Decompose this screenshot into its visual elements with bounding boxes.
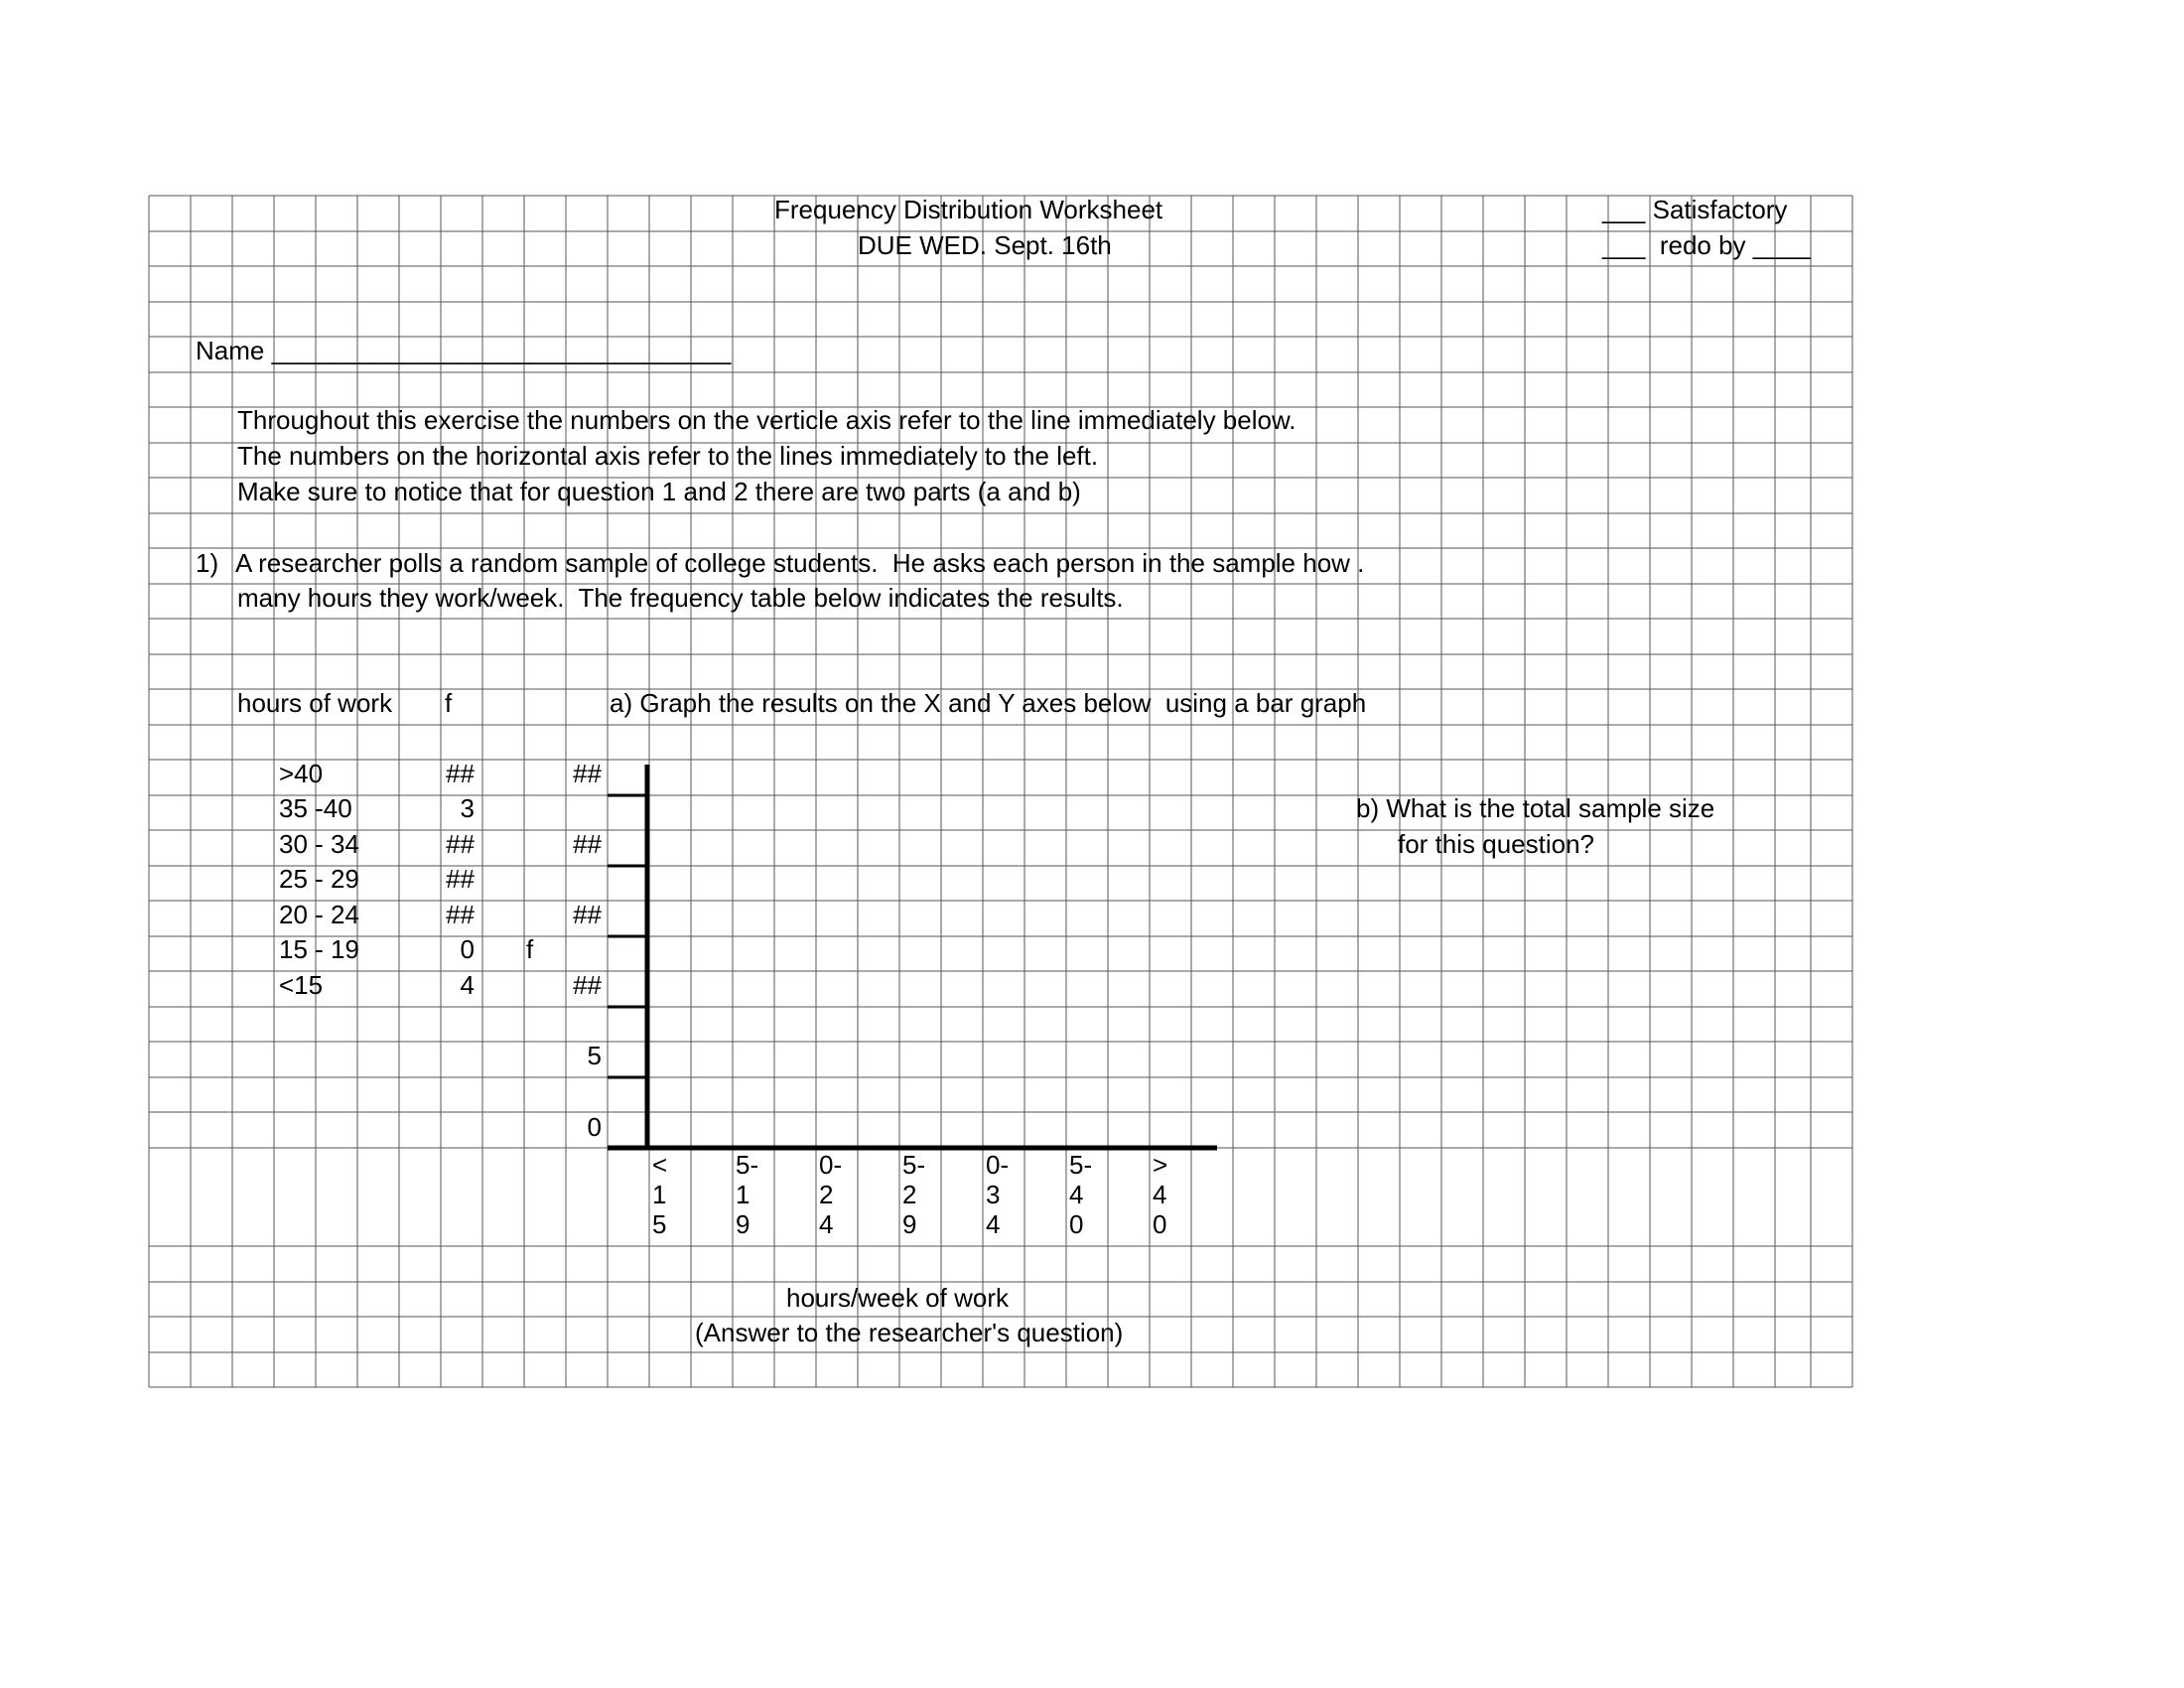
instruction-line: Throughout this exercise the numbers on the verticle axis refer to the line immediately below. [237,405,1297,435]
question-number: 1) [196,548,219,578]
part-a-instruction: a) Graph the results on the X and Y axes below using a bar graph [610,688,1367,718]
worksheet-title: Frequency Distribution Worksheet [774,195,1163,224]
y-tick-label: ## [573,900,602,929]
y-tick-label: ## [573,970,602,1000]
x-tick-label: 0- 3 4 [986,1150,1010,1239]
table-row-range: <15 [279,970,324,1000]
y-axis-label: f [526,934,534,964]
table-row-f: ## [446,759,475,788]
table-header-f: f [445,688,453,718]
x-tick-label: 0- 2 4 [819,1150,843,1239]
instruction-line: The numbers on the horizontal axis refer to the lines immediately to the left. [237,441,1099,471]
table-row-range: 20 - 24 [279,900,359,929]
due-date: DUE WED. Sept. 16th [858,230,1112,260]
y-tick-label: ## [573,759,602,788]
table-row-range: >40 [279,759,324,788]
y-tick-label: 0 [587,1112,602,1142]
redo-field[interactable]: ___ redo by ____ [1602,230,1811,260]
y-tick-label: ## [573,829,602,859]
table-row-f: 0 [460,934,475,964]
table-row-range: 25 - 29 [279,864,359,894]
x-tick-label: 5- 2 9 [902,1150,926,1239]
table-row-f: 4 [460,970,475,1000]
table-row-range: 35 -40 [279,793,352,823]
x-tick-label: > 4 0 [1153,1150,1168,1239]
table-row-range: 30 - 34 [279,829,359,859]
question-text: A researcher polls a random sample of college students. He asks each person in the sample how . [235,548,1365,578]
table-row-f: 3 [460,793,475,823]
question-text: many hours they work/week. The frequency table below indicates the results. [237,583,1124,613]
table-row-f: ## [446,864,475,894]
satisfactory-field[interactable]: ___ Satisfactory [1602,195,1788,224]
table-header-hours: hours of work [237,688,393,718]
instruction-line: Make sure to notice that for question 1 and 2 there are two parts (a and b) [237,477,1081,506]
x-axis-label: hours/week of work [786,1283,1009,1313]
x-axis-sublabel: (Answer to the researcher's question) [695,1318,1124,1347]
x-tick-label: < 1 5 [652,1150,668,1239]
part-b-question: b) What is the total sample size [1356,793,1715,823]
x-tick-label: 5- 4 0 [1069,1150,1093,1239]
name-field[interactable]: Name ________________________________ [196,336,732,365]
y-tick-label: 5 [587,1041,602,1070]
x-tick-label: 5- 1 9 [736,1150,759,1239]
table-row-f: ## [446,900,475,929]
table-row-f: ## [446,829,475,859]
part-b-question: for this question? [1398,829,1595,859]
table-row-range: 15 - 19 [279,934,359,964]
